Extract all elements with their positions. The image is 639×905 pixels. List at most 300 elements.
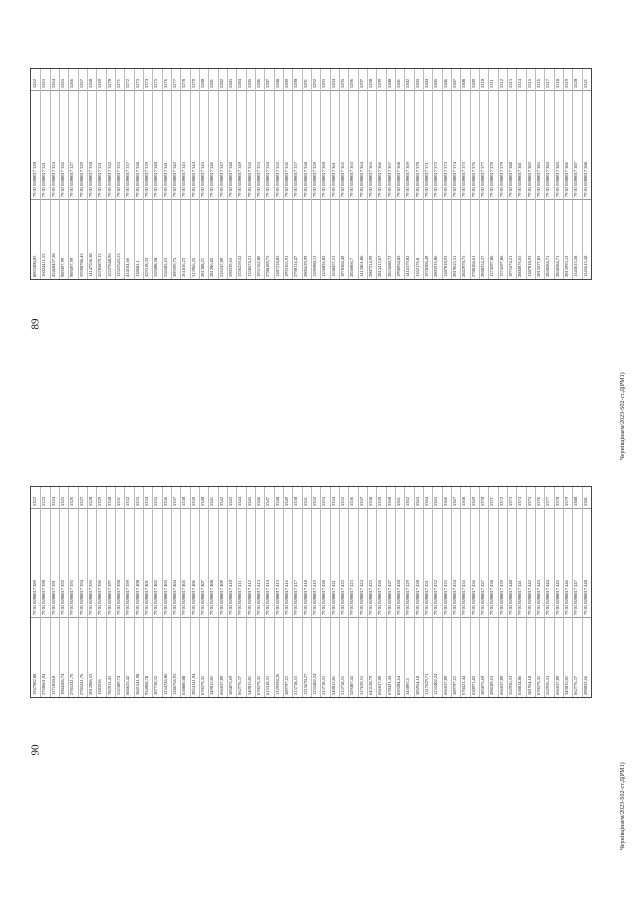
left-footer: Чернiвцiнаем/2023-S02-ст.Д(РМ1) — [620, 372, 626, 460]
row-value: 216247,89 — [218, 257, 224, 277]
row-value: 615318,51 — [265, 675, 271, 695]
row-code: 79 01 0200017 441 — [517, 580, 523, 616]
row-number: 5322 — [32, 497, 37, 506]
row-number: 5380 — [573, 497, 579, 506]
row-code: 79 01 0200017 395 — [88, 580, 93, 616]
row-value: 1336259,52 — [237, 255, 243, 277]
row-code: 79 01 0200017 403 — [162, 580, 168, 616]
row-number: 5296 — [349, 79, 355, 88]
row-code: 79 01 0200017 392 — [60, 580, 65, 616]
row-code: 79 01 0200017 374 — [452, 162, 457, 198]
row-number: 5297 — [358, 79, 364, 88]
row-value: 2040234,57 — [480, 255, 485, 277]
row-code: 79 01 0200017 381 — [517, 162, 523, 198]
left-page-number: 89 — [29, 318, 42, 330]
row-number: 5310 — [480, 79, 485, 88]
row-code: 79 01 0200017 338 — [134, 162, 140, 198]
row-value: 552309,74 — [116, 675, 121, 695]
row-value: 339408,58 — [153, 257, 159, 277]
row-value: 336583,63 — [162, 257, 168, 277]
row-number: 5360 — [386, 497, 392, 506]
row-code: 79 01 0200017 442 — [526, 580, 532, 616]
row-code: 79 01 0200017 422 — [340, 580, 345, 616]
row-number: 5342 — [218, 497, 224, 506]
row-number: 5265 — [60, 79, 65, 88]
row-code: 79 01 0200017 375 — [461, 162, 467, 198]
row-value: 352936,53 — [508, 675, 513, 695]
row-number: 5350 — [293, 497, 299, 506]
row-number: 5286 — [256, 79, 261, 88]
row-code: 79 01 0200017 427 — [386, 580, 392, 616]
row-value: 1345615,58 — [582, 255, 588, 277]
row-code: 79 01 0200017 399 — [125, 580, 131, 616]
row-number: 5339 — [190, 497, 196, 506]
row-code: 79 01 0200017 382 — [526, 162, 532, 198]
row-number: 5331 — [116, 497, 121, 506]
row-value: 1387018,93 — [442, 255, 448, 277]
right-footer: Чернiвцiнаем/2023-S02-ст.Д(РМ1) — [620, 762, 626, 850]
row-value: 3041341,98 — [134, 673, 140, 695]
row-code: 79 01 0200017 433 — [442, 580, 448, 616]
row-value: 414164,66 — [125, 257, 131, 277]
row-code: 79 01 0200017 343 — [181, 162, 187, 198]
row-number: 5348 — [274, 497, 280, 506]
row-value: 505875,69 — [480, 675, 485, 695]
row-code: 79 01 0200017 331 — [97, 162, 103, 198]
row-number: 5324 — [50, 497, 56, 506]
row-code: 79 01 0200017 330 — [88, 162, 93, 198]
row-code: 79 01 0200017 380 — [508, 162, 513, 198]
row-number: 5352 — [312, 497, 317, 506]
row-value: 35703879,13 — [97, 253, 103, 277]
row-code: 79 01 0200017 431 — [424, 580, 429, 616]
row-number: 5369 — [470, 497, 476, 506]
row-value: 1414179,02 — [405, 255, 411, 277]
row-code: 79 01 0200017 368 — [396, 162, 401, 198]
row-value: 1383256 — [97, 679, 103, 695]
row-number: 5329 — [97, 497, 103, 506]
row-value: 501954,18 — [526, 675, 532, 695]
row-value: 14147556,38 — [88, 253, 93, 277]
row-number: 5269 — [97, 79, 103, 88]
row-number: 5325 — [60, 497, 65, 506]
row-number: 5270 — [106, 79, 112, 88]
row-code: 79 01 0200017 393 — [69, 580, 75, 616]
row-code: 79 01 0200017 376 — [470, 162, 476, 198]
row-number: 5280 — [200, 79, 205, 88]
row-code: 79 01 0200017 356 — [284, 162, 289, 198]
row-value: 349015,01 — [246, 675, 252, 695]
row-code: 79 01 0200017 448 — [582, 580, 588, 616]
row-number: 5327 — [78, 497, 84, 506]
row-value: 509797,21 — [452, 675, 457, 695]
row-number: 5318 — [554, 79, 560, 88]
row-value: 650971,82 — [470, 675, 476, 695]
row-number: 5266 — [69, 79, 75, 88]
row-code: 79 01 0200017 360 — [321, 162, 327, 198]
row-code: 79 01 0200017 384 — [545, 162, 551, 198]
row-number: 5262 — [32, 79, 37, 88]
row-number: 5277 — [172, 79, 177, 88]
row-number: 5313 — [508, 79, 513, 88]
row-code: 79 01 0200017 425 — [368, 580, 373, 616]
row-code: 79 01 0200017 348 — [228, 162, 233, 198]
row-code: 79 01 0200017 339 — [144, 162, 149, 198]
row-number: 5361 — [396, 497, 401, 506]
row-code: 79 01 0200017 420 — [321, 580, 327, 616]
row-code: 79 01 0200017 423 — [349, 580, 355, 616]
row-code: 79 01 0200017 373 — [442, 162, 448, 198]
row-code: 79 01 0200017 438 — [489, 580, 495, 616]
row-value: 2805629,99 — [302, 255, 308, 277]
right-table — [30, 486, 592, 698]
row-value: 2054141,94 — [190, 673, 196, 695]
row-value: 345095,5 — [405, 678, 411, 695]
row-value: 989497,99 — [69, 257, 75, 277]
row-code: 79 01 0200017 355 — [274, 162, 280, 198]
row-code: 79 01 0200017 405 — [181, 580, 187, 616]
row-number: 5363 — [414, 497, 420, 506]
row-value: 782912,41 — [106, 675, 112, 695]
row-number: 5346 — [256, 497, 261, 506]
row-number: 5320 — [573, 79, 579, 88]
row-value: 662776,37 — [573, 675, 579, 695]
row-value: 666657,89 — [377, 675, 383, 695]
row-code: 79 01 0200017 400 — [134, 580, 140, 616]
row-value: 1350457,51 — [330, 255, 336, 277]
row-code: 79 01 0200017 410 — [228, 580, 233, 616]
row-code: 79 01 0200017 411 — [237, 580, 243, 616]
row-code: 79 01 0200017 432 — [433, 580, 439, 616]
row-value: 1984506,74 — [60, 673, 65, 695]
row-code: 79 01 0200017 401 — [144, 580, 149, 616]
row-code: 79 01 0200017 326 — [60, 162, 65, 198]
row-number: 5377 — [545, 497, 551, 506]
row-code: 79 01 0200017 415 — [274, 580, 280, 616]
right-page-number: 90 — [29, 744, 42, 756]
row-number: 5285 — [246, 79, 252, 88]
row-number: 5315 — [526, 79, 532, 88]
row-number: 5290 — [293, 79, 299, 88]
row-value: 2790114,47 — [293, 255, 299, 277]
row-number: 5267 — [78, 79, 84, 88]
row-code: 79 01 0200017 387 — [573, 162, 579, 198]
row-value: 309399,75 — [172, 257, 177, 277]
row-value: 429318,33 — [144, 257, 149, 277]
row-code: 79 01 0200017 444 — [545, 580, 551, 616]
row-code: 79 01 0200017 352 — [246, 162, 252, 198]
row-value: 590339,65 — [228, 257, 233, 277]
row-number: 5365 — [433, 497, 439, 506]
row-value: 989497,99 — [60, 257, 65, 277]
row-code: 79 01 0200017 437 — [480, 580, 485, 616]
row-code: 79 01 0200017 379 — [498, 162, 504, 198]
row-number: 5354 — [330, 497, 336, 506]
row-code: 79 01 0200017 357 — [293, 162, 299, 198]
row-value: 2805916,06 — [433, 255, 439, 277]
row-code: 79 01 0200017 409 — [218, 580, 224, 616]
row-number: 5307 — [452, 79, 457, 88]
row-number: 5367 — [452, 497, 457, 506]
row-code: 79 01 0200017 327 — [69, 162, 75, 198]
row-code: 79 01 0200017 389 — [32, 580, 37, 616]
row-code: 79 01 0200017 439 — [498, 580, 504, 616]
row-value: 1234746,06 — [162, 673, 168, 695]
row-number: 5271 — [116, 79, 121, 88]
row-number: 5337 — [172, 497, 177, 506]
row-number: 5366 — [442, 497, 448, 506]
row-code: 79 01 0200017 436 — [470, 580, 476, 616]
row-value: 678421,44 — [386, 675, 392, 695]
row-value: 261016,23 — [181, 257, 187, 277]
row-value: 509797,21 — [284, 675, 289, 695]
row-value: 1978304,49 — [340, 255, 345, 277]
row-code: 79 01 0200017 386 — [564, 162, 569, 198]
row-code: 79 01 0200017 329 — [78, 162, 84, 198]
row-number: 5326 — [69, 497, 75, 506]
row-code: 79 01 0200017 370 — [414, 162, 420, 198]
row-value: 1374597,86 — [489, 255, 495, 277]
row-value: 2813412,67 — [377, 255, 383, 277]
row-code: 79 01 0200017 377 — [480, 162, 485, 198]
row-value: 678421,44 — [461, 675, 467, 695]
row-code: 79 01 0200017 364 — [358, 162, 364, 198]
row-code: 79 01 0200017 418 — [302, 580, 308, 616]
row-value: 2007214,99 — [368, 255, 373, 277]
row-number: 5289 — [284, 79, 289, 88]
row-number: 5306 — [442, 79, 448, 88]
row-number: 5334 — [144, 497, 149, 506]
row-number: 5358 — [368, 497, 373, 506]
row-number: 5381 — [582, 497, 588, 506]
row-number: 5341 — [209, 497, 215, 506]
row-value: 839204,64 — [396, 675, 401, 695]
row-value: 1998954,85 — [396, 255, 401, 277]
row-code: 79 01 0200017 320 — [32, 162, 37, 198]
row-value: 670579,41 — [200, 675, 205, 695]
row-value: 498189,63 — [489, 675, 495, 695]
row-value: 1358574,21 — [246, 255, 252, 277]
row-number: 5282 — [218, 79, 224, 88]
row-value: 2842978,75 — [461, 255, 467, 277]
row-number: 5371 — [489, 497, 495, 506]
row-code: 79 01 0200017 446 — [564, 580, 569, 616]
row-code: 79 01 0200017 342 — [172, 162, 177, 198]
row-value: 2013995,12 — [564, 255, 569, 277]
row-value: 604625,42 — [125, 675, 131, 695]
row-code: 79 01 0200017 383 — [536, 162, 541, 198]
row-value: 2785241,76 — [78, 673, 84, 695]
row-value: 1387218,85 — [274, 255, 280, 277]
row-value: 666657,89 — [218, 675, 224, 695]
row-value: 43460457,38 — [50, 253, 56, 277]
row-number: 5316 — [536, 79, 541, 88]
row-code: 79 01 0200017 428 — [396, 580, 401, 616]
row-code: 79 01 0200017 402 — [153, 580, 159, 616]
row-number: 5273 — [134, 79, 140, 88]
row-value: 1993165,91 — [284, 255, 289, 277]
row-number: 5293 — [321, 79, 327, 88]
row-number: 5287 — [265, 79, 271, 88]
row-code: 79 01 0200017 378 — [489, 162, 495, 198]
row-code: 79 01 0200017 345 — [200, 162, 205, 198]
row-number: 5330 — [106, 497, 112, 506]
row-value: 16024411,53 — [41, 253, 47, 277]
row-number: 5303 — [414, 79, 420, 88]
row-number: 5374 — [517, 497, 523, 506]
row-value: 1317629,71 — [424, 673, 429, 695]
row-number: 5364 — [424, 497, 429, 506]
row-number: 5357 — [358, 497, 364, 506]
row-code: 79 01 0200017 408 — [209, 580, 215, 616]
row-number: 5279 — [190, 79, 196, 88]
row-code: 79 01 0200017 340 — [153, 162, 159, 198]
row-value: 1362176,8 — [414, 257, 420, 277]
row-code: 79 01 0200017 333 — [116, 162, 121, 198]
row-number: 5312 — [498, 79, 504, 88]
row-number: 5323 — [41, 497, 47, 506]
row-number: 5263 — [41, 79, 47, 88]
row-number: 5343 — [228, 497, 233, 506]
row-value: 1215670,27 — [302, 673, 308, 695]
row-code: 79 01 0200017 365 — [368, 162, 373, 198]
row-number: 5308 — [461, 79, 467, 88]
row-value: 2836066,7 — [349, 257, 355, 277]
row-code: 79 01 0200017 391 — [50, 580, 56, 616]
row-number: 5372 — [498, 497, 504, 506]
row-value: 666657,89 — [442, 675, 448, 695]
row-code: 79 01 0200017 419 — [312, 580, 317, 616]
row-value: 138681,1 — [134, 260, 140, 277]
row-value: 8093400,85 — [32, 255, 37, 277]
row-value: 1396980,13 — [312, 255, 317, 277]
row-value: 2785241,76 — [69, 673, 75, 695]
row-code: 79 01 0200017 362 — [340, 162, 345, 198]
row-code: 79 01 0200017 417 — [293, 580, 299, 616]
row-code: 79 01 0200017 359 — [312, 162, 317, 198]
row-value: 513718,51 — [340, 675, 345, 695]
row-value: 513718,51 — [293, 675, 299, 695]
row-number: 5376 — [536, 497, 541, 506]
row-code: 79 01 0200017 394 — [78, 580, 84, 616]
row-code: 79 01 0200017 341 — [162, 162, 168, 198]
row-value: 1978304,49 — [424, 255, 429, 277]
row-code: 79 01 0200017 424 — [358, 580, 364, 616]
row-value: 2760661,94 — [41, 673, 47, 695]
row-value: 2788189,75 — [265, 255, 271, 277]
row-number: 5294 — [330, 79, 336, 88]
row-code: 79 01 0200017 445 — [554, 580, 560, 616]
row-code: 79 01 0200017 412 — [246, 580, 252, 616]
row-code: 79 01 0200017 324 — [50, 162, 56, 198]
row-code: 79 01 0200017 397 — [106, 580, 112, 616]
row-value: 2830284,71 — [554, 255, 560, 277]
row-code: 79 01 0200017 440 — [508, 580, 513, 616]
row-value: 2823680,72 — [386, 255, 392, 277]
row-number: 5302 — [405, 79, 411, 88]
row-value: 658814,86 — [517, 675, 523, 695]
row-number: 5300 — [386, 79, 392, 88]
row-code: 79 01 0200017 413 — [256, 580, 261, 616]
row-number: 5283 — [228, 79, 233, 88]
row-number: 5275 — [153, 79, 159, 88]
row-number: 5268 — [88, 79, 93, 88]
left-table — [30, 68, 592, 280]
row-value: 2012986,53 — [88, 673, 93, 695]
row-value: 662776,37 — [237, 675, 243, 695]
row-number: 5274 — [144, 79, 149, 88]
row-number: 5311 — [489, 79, 495, 88]
row-value: 513718,51 — [321, 675, 327, 695]
row-code: 79 01 0200017 353 — [256, 162, 261, 198]
row-number: 5359 — [377, 497, 383, 506]
row-code: 79 01 0200017 396 — [97, 580, 103, 616]
row-number: 5368 — [461, 497, 467, 506]
row-number: 5314 — [517, 79, 523, 88]
row-number: 5317 — [545, 79, 551, 88]
row-code: 79 01 0200017 385 — [554, 162, 560, 198]
row-code: 79 01 0200017 435 — [461, 580, 467, 616]
row-number: 5284 — [237, 79, 243, 88]
row-number: 5264 — [50, 79, 56, 88]
row-value: 2804976,65 — [517, 255, 523, 277]
row-number: 5347 — [265, 497, 271, 506]
row-code: 79 01 0200017 430 — [414, 580, 420, 616]
row-value: 1356036,03 — [321, 255, 327, 277]
row-number: 5332 — [125, 497, 131, 506]
row-value: 517639,51 — [358, 675, 364, 695]
row-number: 5299 — [377, 79, 383, 88]
row-code: 79 01 0200017 369 — [405, 162, 411, 198]
row-code: 79 01 0200017 416 — [284, 580, 289, 616]
row-code: 79 01 0200017 344 — [190, 162, 196, 198]
row-value: 2788104,61 — [470, 255, 476, 277]
row-code: 79 01 0200017 390 — [41, 580, 47, 616]
row-number: 5336 — [162, 497, 168, 506]
row-value: 1235402,24 — [312, 673, 317, 695]
row-code: 79 01 0200017 367 — [386, 162, 392, 198]
row-code: 79 01 0200017 407 — [200, 580, 205, 616]
row-code: 79 01 0200017 372 — [433, 162, 439, 198]
row-number: 5351 — [302, 497, 308, 506]
row-code: 79 01 0200017 426 — [377, 580, 383, 616]
row-number: 5292 — [312, 79, 317, 88]
row-number: 5344 — [237, 497, 243, 506]
row-code: 79 01 0200017 366 — [377, 162, 383, 198]
row-code: 79 01 0200017 321 — [41, 162, 47, 198]
row-number: 5319 — [564, 79, 569, 88]
row-code: 79 01 0200017 361 — [330, 162, 336, 198]
row-value: 1345615,58 — [573, 255, 579, 277]
row-value: 643128,79 — [368, 675, 373, 695]
row-value: 2830284,71 — [545, 255, 551, 277]
row-number: 5338 — [181, 497, 187, 506]
row-number: 5281 — [209, 79, 215, 88]
row-code: 79 01 0200017 354 — [265, 162, 271, 198]
row-value: 12522543,53 — [116, 253, 121, 277]
row-number: 5349 — [284, 497, 289, 506]
row-value: 498032,66 — [582, 675, 588, 695]
row-number: 5272 — [125, 79, 131, 88]
row-number: 5309 — [470, 79, 476, 88]
row-value: 352936,53 — [545, 675, 551, 695]
row-code: 79 01 0200017 332 — [106, 162, 112, 198]
row-value: 2019625,31 — [452, 255, 457, 277]
row-number: 5298 — [368, 79, 373, 88]
row-code: 79 01 0200017 429 — [405, 580, 411, 616]
row-value: 658886,08 — [181, 675, 187, 695]
row-number: 5301 — [396, 79, 401, 88]
